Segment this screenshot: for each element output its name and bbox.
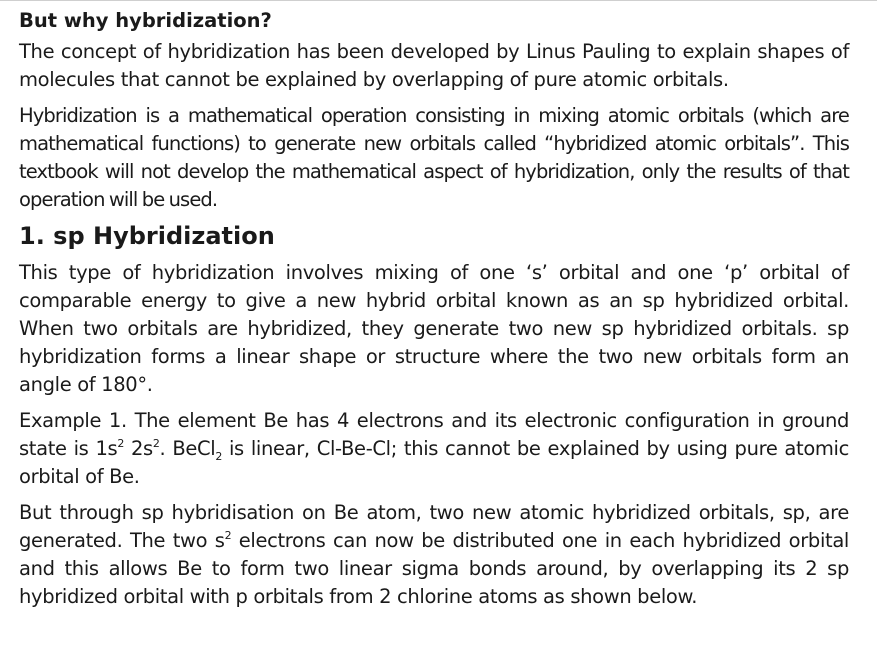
paragraph-concept: The concept of hybridization has been developed by Linus Pauling to explain shapes of molecules that cannot be explained by overlapping of pure atomic orbitals. — [19, 40, 849, 91]
example-superscript-2: 2 — [152, 437, 160, 450]
paragraph-mathematical-operation: Hybridization is a mathematical operation consisting in mixing atomic orbitals (which are mathematical functions) to generate new orbitals called “hybridized atomic orbitals”. This textbook will not develop the mathematical aspect of hybridization, only the results of that operation will be used. — [19, 104, 849, 211]
example-text-1: Example 1. The element Be has 4 electrons and its electronic configuration in ground state is 1s — [19, 409, 849, 460]
example-text-4: is linear, Cl-Be-Cl; this cannot be explained by using pure atomic orbital of Be. — [19, 437, 849, 488]
example-subscript-1: 2 — [215, 450, 222, 463]
section-heading-sp-hybridization: 1. sp Hybridization — [19, 222, 275, 250]
example-text-3: . BeCl — [159, 437, 216, 460]
example-superscript-1: 2 — [117, 437, 124, 450]
last-text-1: But through sp hybridisation on Be atom, two new atomic hybridized orbitals, sp, are generated. The two s — [19, 501, 849, 552]
last-text-2: electrons can now be distributed one in each hybridized orbital and this allows Be to form two linear sigma bonds around, by overlapping its 2 sp hybridized orbital with p orbitals from 2 chlorine atoms as shown below. — [19, 529, 849, 608]
paragraph-example-1 — [19, 407, 849, 491]
document-page — [19, 8, 849, 619]
top-rule — [0, 0, 877, 1]
last-superscript-1: 2 — [224, 529, 232, 542]
paragraph-sp-description: This type of hybridization involves mixing of one ‘s’ orbital and one ‘p’ orbital of comparable energy to give a new hybrid orbital known as an sp hybridized orbital. When two orbitals are hybridized, they generate two new sp hybridized orbitals. sp hybridization forms a linear shape or structure where the two new orbitals form an angle of 180°. — [19, 261, 849, 396]
paragraph-sp-hybridisation-be — [19, 499, 849, 611]
section-heading-why-hybridization: But why hybridization? — [19, 9, 272, 32]
example-text-2: 2s — [124, 437, 153, 460]
